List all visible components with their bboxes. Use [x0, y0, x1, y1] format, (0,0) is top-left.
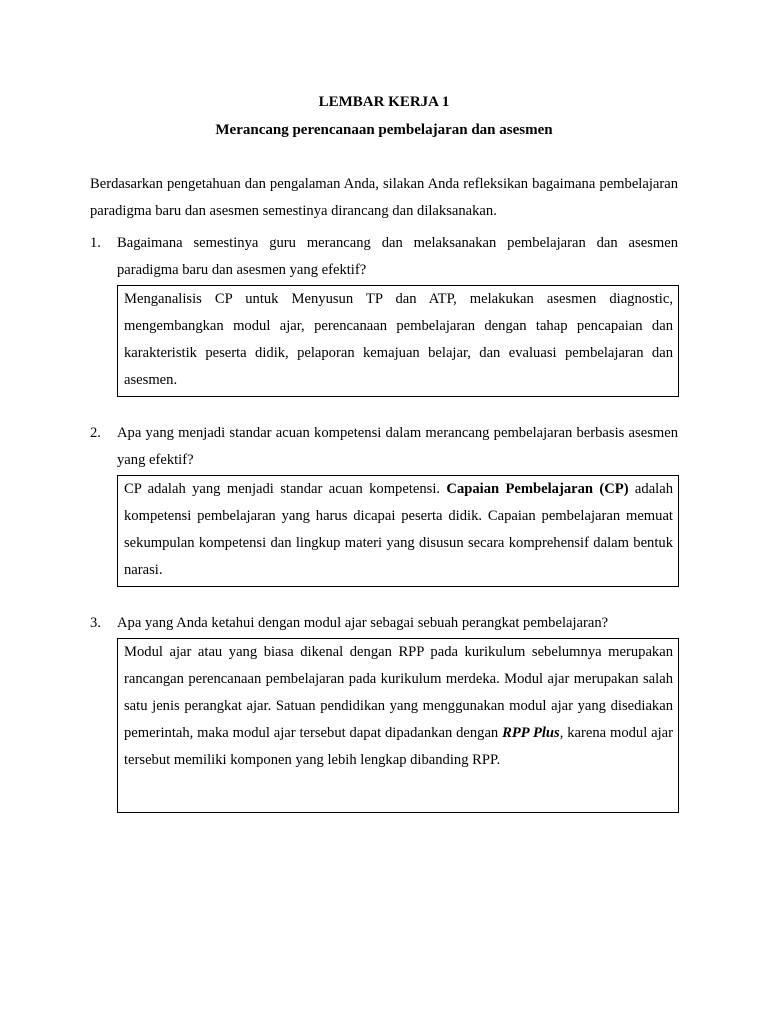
- question-number: 2.: [90, 425, 101, 441]
- answer-bold-italic-term: RPP Plus: [502, 725, 560, 741]
- question-text: Bagaimana semestinya guru merancang dan melaksanakan pembelajaran dan asesmen paradigma baru dan asesmen yang efektif?: [117, 235, 678, 278]
- answer-box-3: [117, 638, 679, 813]
- question-number: 3.: [90, 615, 101, 631]
- intro-paragraph: Berdasarkan pengetahuan dan pengalaman Anda, silakan Anda refleksikan bagaimana pembelajaran paradigma baru dan asesmen semestinya dirancang dan dilaksanakan.: [90, 176, 678, 219]
- question-text: Apa yang Anda ketahui dengan modul ajar sebagai sebuah perangkat pembelajaran?: [117, 615, 609, 631]
- question-2: [90, 420, 678, 474]
- question-1: [90, 230, 678, 284]
- page-title: LEMBAR KERJA 1: [318, 94, 450, 110]
- question-number: 1.: [90, 235, 101, 251]
- page-subtitle: Merancang perencanaan pembelajaran dan asesmen: [215, 122, 553, 138]
- answer-text: Menganalisis CP untuk Menyusun TP dan ATP, melakukan asesmen diagnostic, mengembangkan modul ajar, perencanaan pembelajaran dengan tahap pencapaian dan karakteristik peserta didik, pelaporan kemajuan belajar, dan evaluasi pembelajaran dan asesmen.: [124, 291, 673, 388]
- question-text: Apa yang menjadi standar acuan kompetensi dalam merancang pembelajaran berbasis asesmen yang efektif?: [117, 425, 678, 468]
- question-3: [90, 610, 678, 637]
- answer-text-start: Modul ajar atau yang biasa dikenal dengan RPP pada kurikulum sebelumnya merupakan rancangan perencanaan pembelajaran pada kurikulum merdeka. Modul ajar merupakan salah satu jenis perangkat ajar. Satuan pendidikan yang menggunakan modul ajar yang disediakan pemerintah, maka modul ajar tersebut dapat dipadankan dengan: [124, 644, 673, 741]
- answer-box-1: [117, 285, 679, 397]
- answer-text-end: , karena modul ajar tersebut memiliki komponen yang lebih lengkap dibanding RPP.: [124, 725, 673, 768]
- answer-text-end: adalah kompetensi pembelajaran yang harus dicapai peserta didik. Capaian pembelajaran memuat sekumpulan kompetensi dan lingkup materi yang disusun secara komprehensif dalam bentuk narasi.: [124, 481, 674, 578]
- answer-box-2: [117, 475, 679, 587]
- answer-bold-term: Capaian Pembelajaran (CP): [446, 481, 629, 497]
- answer-text-start: CP adalah yang menjadi standar acuan kompetensi.: [124, 481, 447, 497]
